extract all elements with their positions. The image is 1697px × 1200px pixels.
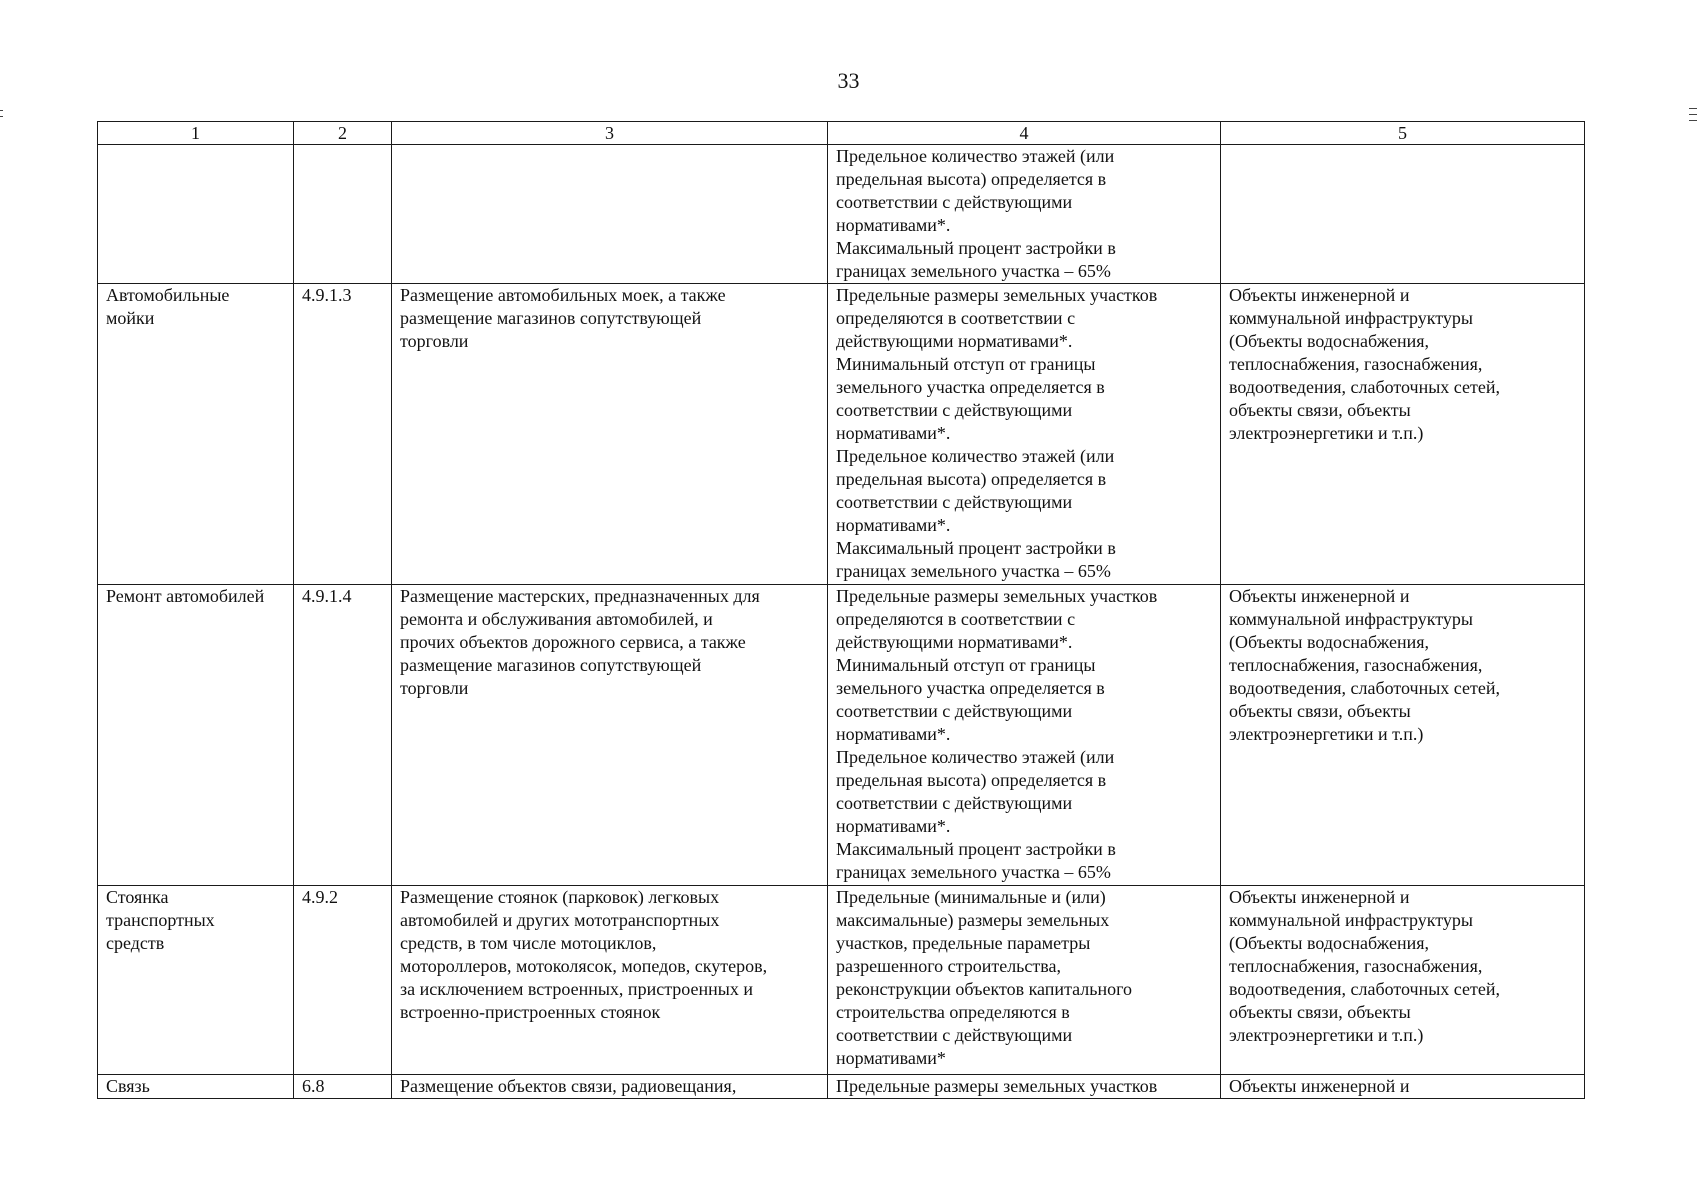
parameters-cell: Предельные размеры земельных участков xyxy=(828,1075,1221,1099)
table-row xyxy=(98,585,1585,886)
objects-cell: Объекты инженерной и коммунальной инфраструктуры (Объекты водоснабжения, теплоснабжения, газоснабжения, водоотведения, слаботочных сетей, объекты связи, объекты электроэнергетики и т.п.) xyxy=(1221,886,1585,1075)
column-header-3: 3 xyxy=(392,122,828,145)
objects-cell: Объекты инженерной и xyxy=(1221,1075,1585,1099)
table-header-row xyxy=(98,122,1585,145)
scan-edge-mark-right-3 xyxy=(1689,120,1697,121)
use-name-cell xyxy=(98,145,294,284)
use-name-cell: Автомобильные мойки xyxy=(98,284,294,585)
use-description-cell: Размещение автомобильных моек, а также размещение магазинов сопутствующей торговли xyxy=(392,284,828,585)
column-header-1: 1 xyxy=(98,122,294,145)
table-row xyxy=(98,1075,1585,1099)
objects-cell: Объекты инженерной и коммунальной инфраструктуры (Объекты водоснабжения, теплоснабжения, газоснабжения, водоотведения, слаботочных сетей, объекты связи, объекты электроэнергетики и т.п.) xyxy=(1221,585,1585,886)
page-number: 33 xyxy=(837,68,860,93)
use-code-cell: 4.9.1.4 xyxy=(294,585,392,886)
parameters-cell: Предельные размеры земельных участков определяются в соответствии с действующими нормативами*. Минимальный отступ от границы земельного участка определяется в соответствии с действующими нормативами*. Предельное количество этажей (или предельная высота) определяется в соответствии с действующими нормативами*. Максимальный процент застройки в границах земельного участка – 65% xyxy=(828,585,1221,886)
use-code-cell: 4.9.2 xyxy=(294,886,392,1075)
table-row xyxy=(98,886,1585,1075)
use-name-cell: Связь xyxy=(98,1075,294,1099)
objects-cell: Объекты инженерной и коммунальной инфраструктуры (Объекты водоснабжения, теплоснабжения, газоснабжения, водоотведения, слаботочных сетей, объекты связи, объекты электроэнергетики и т.п.) xyxy=(1221,284,1585,585)
table-row xyxy=(98,145,1585,284)
scan-edge-mark-left xyxy=(0,110,3,111)
use-description-cell xyxy=(392,145,828,284)
scan-edge-mark-right xyxy=(1689,108,1697,109)
scan-edge-mark-left-2 xyxy=(0,116,3,117)
use-name-cell: Стоянка транспортных средств xyxy=(98,886,294,1075)
use-code-cell: 4.9.1.3 xyxy=(294,284,392,585)
parameters-cell: Предельные (минимальные и (или) максимальные) размеры земельных участков, предельные параметры разрешенного строительства, реконструкции объектов капитального строительства определяются в соответствии с действующими нормативами* xyxy=(828,886,1221,1075)
column-header-4: 4 xyxy=(828,122,1221,145)
use-name-cell: Ремонт автомобилей xyxy=(98,585,294,886)
land-use-table xyxy=(97,121,1585,1099)
parameters-cell: Предельное количество этажей (или предельная высота) определяется в соответствии с действующими нормативами*. Максимальный процент застройки в границах земельного участка – 65% xyxy=(828,145,1221,284)
column-header-5: 5 xyxy=(1221,122,1585,145)
parameters-cell: Предельные размеры земельных участков определяются в соответствии с действующими нормативами*. Минимальный отступ от границы земельного участка определяется в соответствии с действующими нормативами*. Предельное количество этажей (или предельная высота) определяется в соответствии с действующими нормативами*. Максимальный процент застройки в границах земельного участка – 65% xyxy=(828,284,1221,585)
use-code-cell xyxy=(294,145,392,284)
use-description-cell: Размещение объектов связи, радиовещания, xyxy=(392,1075,828,1099)
use-description-cell: Размещение стоянок (парковок) легковых автомобилей и других мототранспортных средств, в том числе мотоциклов, мотороллеров, мотоколясок, мопедов, скутеров, за исключением встроенных, пристроенных и встроенно-пристроенных стоянок xyxy=(392,886,828,1075)
scan-edge-mark-right-2 xyxy=(1689,114,1697,115)
use-description-cell: Размещение мастерских, предназначенных для ремонта и обслуживания автомобилей, и прочих объектов дорожного сервиса, а также размещение магазинов сопутствующей торговли xyxy=(392,585,828,886)
table-row xyxy=(98,284,1585,585)
objects-cell xyxy=(1221,145,1585,284)
use-code-cell: 6.8 xyxy=(294,1075,392,1099)
column-header-2: 2 xyxy=(294,122,392,145)
